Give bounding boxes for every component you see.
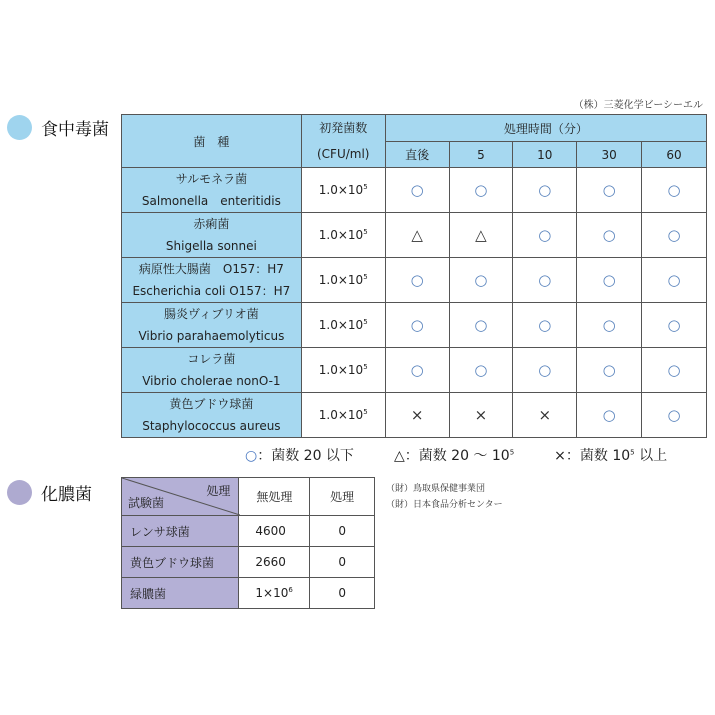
- food-poisoning-heading: [7, 115, 109, 140]
- species-ja: 赤痢菌: [193, 217, 230, 231]
- result-cell: [642, 258, 707, 303]
- result-symbol: ○: [474, 181, 488, 199]
- result-symbol: ○: [538, 271, 552, 289]
- table-row: [122, 348, 707, 393]
- result-cell: [642, 393, 707, 438]
- count-base: 1.0×10: [318, 408, 364, 422]
- result-symbol: ○: [602, 406, 616, 424]
- result-symbol: ×: [410, 406, 424, 424]
- result-cell: [513, 258, 577, 303]
- result-cell: [642, 303, 707, 348]
- result-cell: [513, 348, 577, 393]
- bacteria-name: 黄色ブドウ球菌: [122, 547, 239, 578]
- result-symbol: △: [411, 226, 423, 244]
- time-col: 30: [577, 142, 642, 168]
- result-symbol: ○: [602, 271, 616, 289]
- count-exp: 5: [363, 273, 368, 281]
- time-col: 5: [449, 142, 513, 168]
- initial-count-cell: [301, 348, 385, 393]
- table-row: [122, 516, 375, 547]
- cross-icon: ×: [554, 448, 566, 464]
- result-symbol: ○: [667, 316, 681, 334]
- result-cell: [385, 168, 449, 213]
- result-symbol: ○: [602, 181, 616, 199]
- result-cell: [385, 213, 449, 258]
- result-cell: [577, 348, 642, 393]
- treated-value: 0: [310, 516, 375, 547]
- test-credits: [386, 481, 503, 513]
- count-exp: 5: [363, 363, 368, 371]
- result-symbol: ×: [538, 406, 552, 424]
- time-col: 10: [513, 142, 577, 168]
- corner-bottom-label: 試験菌: [128, 496, 165, 510]
- table-row: [122, 547, 375, 578]
- initial-count-cell: [301, 393, 385, 438]
- result-symbol: △: [475, 226, 487, 244]
- credit-line: （財）鳥取県保健事業団: [386, 484, 486, 494]
- triangle-icon: △: [393, 448, 405, 464]
- result-symbol: ○: [667, 361, 681, 379]
- time-col: 直後: [385, 142, 449, 168]
- result-cell: [513, 303, 577, 348]
- result-symbol: ○: [667, 226, 681, 244]
- species-ja: 腸炎ヴィブリオ菌: [164, 307, 259, 321]
- source-credit: （株）三菱化学ビーシーエル: [573, 100, 703, 111]
- result-symbol: ○: [602, 361, 616, 379]
- circle-icon: ○: [245, 448, 258, 464]
- result-symbol: ○: [538, 361, 552, 379]
- untreated-base: 1×10: [255, 586, 289, 600]
- food-poisoning-table: [121, 114, 707, 438]
- result-legend: [245, 445, 667, 465]
- legend-cross-exp: 5: [630, 448, 635, 457]
- legend-triangle-exp: 5: [509, 448, 515, 457]
- result-symbol: ○: [410, 316, 424, 334]
- result-symbol: ○: [538, 226, 552, 244]
- initial-count-unit: (CFU/ml): [316, 147, 370, 161]
- species-cell: [122, 303, 302, 348]
- result-cell: [385, 348, 449, 393]
- result-symbol: ○: [667, 181, 681, 199]
- initial-count-header: [301, 115, 385, 168]
- result-cell: [449, 168, 513, 213]
- result-cell: [513, 393, 577, 438]
- species-en: Escherichia coli O157：H7: [132, 284, 291, 298]
- corner-header-cell: [122, 478, 239, 516]
- table-row: [122, 578, 375, 609]
- result-cell: [577, 258, 642, 303]
- species-ja: 病原性大腸菌 O157：H7: [138, 262, 284, 276]
- species-en: Salmonella enteritidis: [141, 194, 281, 208]
- result-cell: [577, 168, 642, 213]
- result-symbol: ○: [538, 316, 552, 334]
- count-exp: 5: [363, 228, 368, 236]
- species-en: Staphylococcus aureus: [142, 419, 281, 433]
- result-cell: [385, 258, 449, 303]
- count-exp: 5: [363, 183, 368, 191]
- result-symbol: ○: [667, 406, 681, 424]
- table-row: [122, 303, 707, 348]
- species-en: Vibrio parahaemolyticus: [138, 329, 285, 343]
- pyogenic-heading: [7, 480, 92, 505]
- bacteria-name: 緑膿菌: [122, 578, 239, 609]
- untreated-exp: 6: [288, 586, 293, 594]
- legend-ok: [245, 445, 354, 465]
- table-row: [122, 168, 707, 213]
- result-cell: [513, 213, 577, 258]
- species-cell: [122, 258, 302, 303]
- legend-cross: [554, 445, 667, 465]
- legend-cross-suffix: 以上: [634, 448, 668, 464]
- untreated-value: [239, 578, 310, 609]
- species-en: Vibrio cholerae nonO-1: [142, 374, 281, 388]
- result-symbol: ○: [410, 181, 424, 199]
- legend-cross-text: ：菌数 10: [565, 448, 631, 464]
- initial-count-label: 初発菌数: [319, 121, 368, 135]
- result-cell: [577, 213, 642, 258]
- initial-count-cell: [301, 168, 385, 213]
- bacteria-name: レンサ球菌: [122, 516, 239, 547]
- result-cell: [642, 348, 707, 393]
- count-base: 1.0×10: [318, 363, 364, 377]
- pyogenic-table: [121, 477, 375, 609]
- untreated-base: 2660: [255, 555, 286, 569]
- treated-header: 処理: [310, 478, 375, 516]
- count-base: 1.0×10: [318, 183, 364, 197]
- legend-triangle: [394, 445, 514, 465]
- species-header: 菌 種: [122, 115, 302, 168]
- legend-ok-text: ：菌数 20 以下: [257, 448, 354, 464]
- result-symbol: ○: [602, 226, 616, 244]
- species-ja: 黄色ブドウ球菌: [169, 397, 254, 411]
- result-cell: [513, 168, 577, 213]
- species-cell: [122, 348, 302, 393]
- result-symbol: ○: [410, 271, 424, 289]
- result-cell: [449, 348, 513, 393]
- result-symbol: ○: [474, 316, 488, 334]
- result-cell: [385, 393, 449, 438]
- untreated-base: 4600: [255, 524, 286, 538]
- result-cell: [577, 393, 642, 438]
- untreated-value: [239, 516, 310, 547]
- table-row: [122, 213, 707, 258]
- treated-value: 0: [310, 578, 375, 609]
- species-cell: [122, 213, 302, 258]
- result-cell: [577, 303, 642, 348]
- count-exp: 5: [363, 318, 368, 326]
- result-cell: [642, 168, 707, 213]
- result-symbol: ○: [474, 361, 488, 379]
- species-cell: [122, 393, 302, 438]
- species-ja: サルモネラ菌: [175, 172, 248, 186]
- initial-count-cell: [301, 303, 385, 348]
- treated-value: 0: [310, 547, 375, 578]
- result-cell: [449, 213, 513, 258]
- count-base: 1.0×10: [318, 228, 364, 242]
- corner-top-label: 処理: [206, 484, 231, 498]
- food-poisoning-title: 食中毒菌: [41, 120, 109, 140]
- species-ja: コレラ菌: [187, 352, 236, 366]
- result-cell: [385, 303, 449, 348]
- result-symbol: ×: [474, 406, 488, 424]
- untreated-header: 無処理: [239, 478, 310, 516]
- result-symbol: ○: [667, 271, 681, 289]
- legend-triangle-text: ：菌数 20 〜 10: [404, 448, 510, 464]
- count-base: 1.0×10: [318, 318, 364, 332]
- bullet-dot-icon: [7, 115, 32, 140]
- result-cell: [449, 258, 513, 303]
- count-base: 1.0×10: [318, 273, 364, 287]
- result-symbol: ○: [474, 271, 488, 289]
- table-row: [122, 258, 707, 303]
- count-exp: 5: [363, 408, 368, 416]
- credit-line: （財）日本食品分析センター: [386, 500, 503, 510]
- bullet-dot-icon: [7, 480, 32, 505]
- result-cell: [642, 213, 707, 258]
- result-symbol: ○: [538, 181, 552, 199]
- initial-count-cell: [301, 213, 385, 258]
- result-symbol: ○: [410, 361, 424, 379]
- untreated-value: [239, 547, 310, 578]
- time-header: 処理時間（分）: [385, 115, 706, 142]
- species-cell: [122, 168, 302, 213]
- result-cell: [449, 303, 513, 348]
- table-row: [122, 393, 707, 438]
- result-cell: [449, 393, 513, 438]
- species-en: Shigella sonnei: [165, 239, 257, 253]
- result-symbol: ○: [602, 316, 616, 334]
- time-col: 60: [642, 142, 707, 168]
- initial-count-cell: [301, 258, 385, 303]
- pyogenic-title: 化膿菌: [41, 485, 92, 505]
